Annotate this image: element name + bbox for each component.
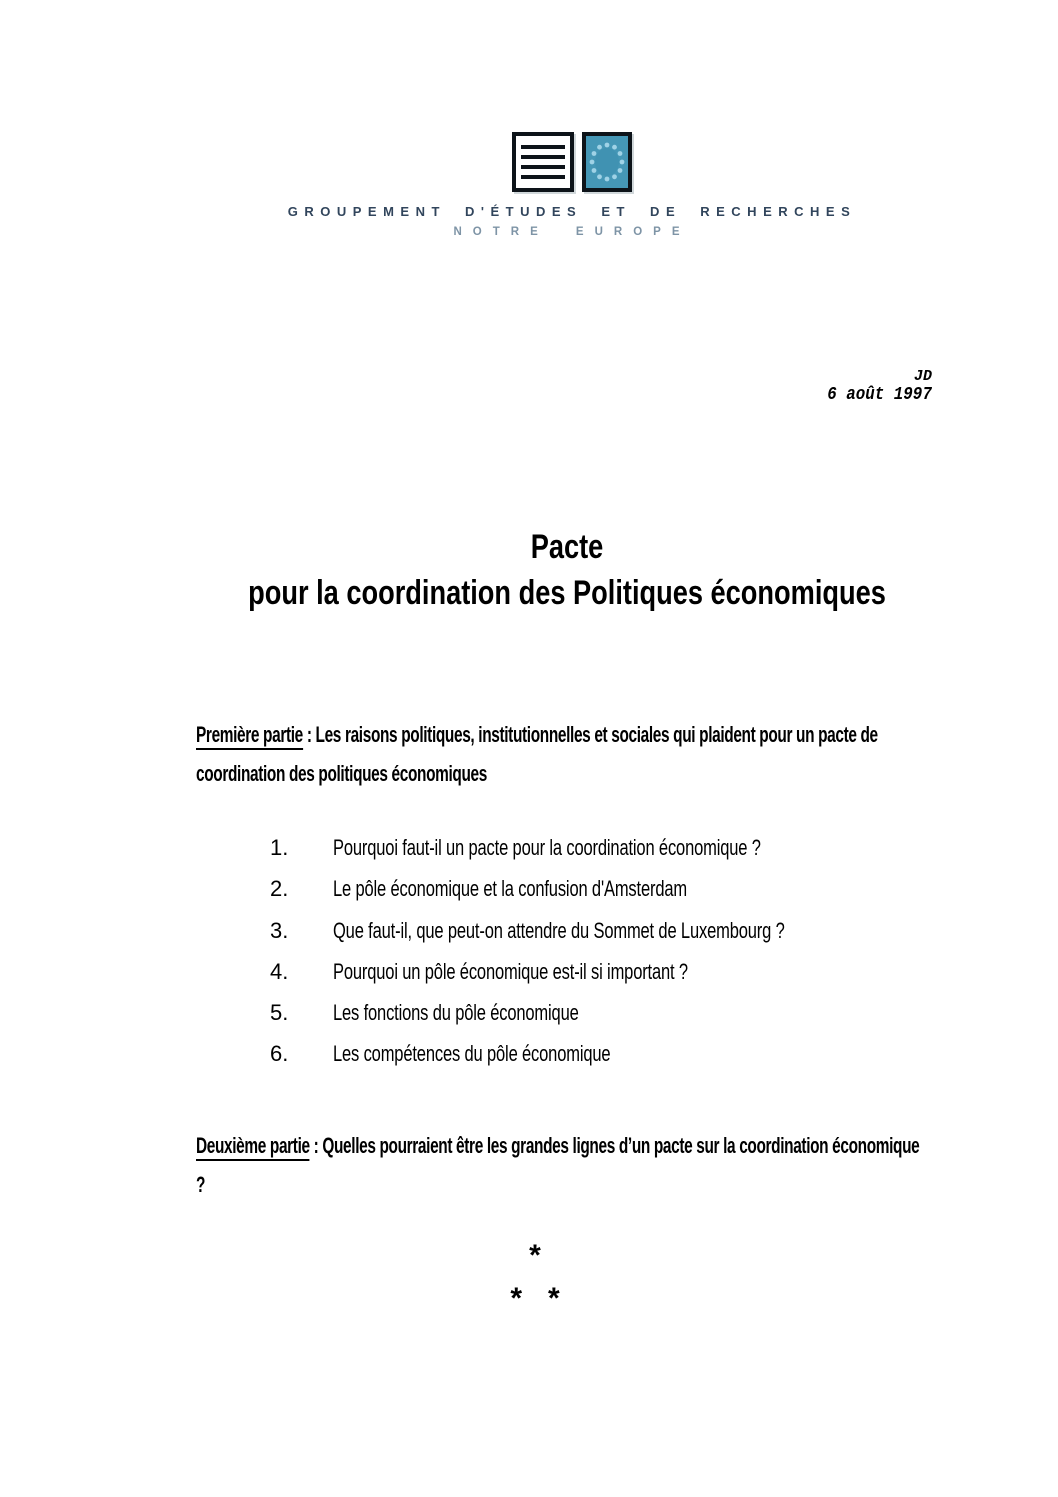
list-item: [270, 870, 1030, 911]
title-line-2: pour la coordination des Politiques économiques: [248, 574, 886, 612]
list-item-number: 3.: [270, 917, 289, 943]
part1-label: Première partie: [196, 722, 303, 750]
list-item-text: Pourquoi un pôle économique est-il si important ?: [333, 958, 688, 984]
list-item: [270, 1035, 1030, 1076]
list-item-text: Que faut-il, que peut-on attendre du Sommet de Luxembourg ?: [333, 917, 785, 943]
table-of-contents: [270, 829, 1030, 1077]
list-item: [270, 953, 1030, 994]
asterisk-bottom-left: *: [510, 1282, 522, 1315]
list-item-text: Pourquoi faut-il un pacte pour la coordination économique ?: [333, 835, 761, 860]
list-item-text: Les compétences du pôle économique: [333, 1041, 611, 1067]
org-name: GROUPEMENT D'ÉTUDES ET DE RECHERCHES: [287, 204, 857, 219]
part1-heading-text: : Les raisons politiques, institutionnelles et sociales qui plaident pour un pacte de coordination des politiques économiques: [196, 722, 878, 786]
eu-stars-circle-icon: [582, 132, 632, 192]
list-item-text: Le pôle économique et la confusion d'Amsterdam: [333, 876, 687, 902]
document-date: 6 août 1997: [827, 385, 932, 405]
list-item-number: 5.: [270, 1000, 289, 1026]
asterisk-separator: [435, 1239, 635, 1315]
part2-label: Deuxième partie: [196, 1133, 310, 1161]
list-item-number: 2.: [270, 876, 289, 902]
asterisk-bottom-right: *: [548, 1282, 560, 1315]
list-item-number: 4.: [270, 958, 289, 984]
list-item: [270, 994, 1030, 1035]
list-item: [270, 912, 1030, 953]
part2-heading: [196, 1126, 936, 1204]
list-item-text: Les fonctions du pôle économique: [333, 1000, 579, 1026]
author-initials: JD: [913, 368, 932, 385]
part2-heading-text: : Quelles pourraient être les grandes lignes d’un pacte sur la coordination économique ?: [196, 1133, 920, 1197]
asterisk-top: *: [529, 1239, 541, 1272]
list-item: [270, 829, 1030, 870]
org-logo: [86, 132, 1058, 238]
org-subname: NOTRE EUROPE: [453, 226, 691, 238]
document-lines-icon: [512, 132, 574, 192]
title-line-1: Pacte: [530, 528, 604, 566]
part1-heading: [196, 715, 936, 793]
list-item-number: 1.: [270, 835, 289, 860]
document-title: [204, 524, 930, 616]
logo-icons: [512, 132, 632, 192]
date-note: [813, 368, 932, 404]
list-item-number: 6.: [270, 1041, 289, 1067]
